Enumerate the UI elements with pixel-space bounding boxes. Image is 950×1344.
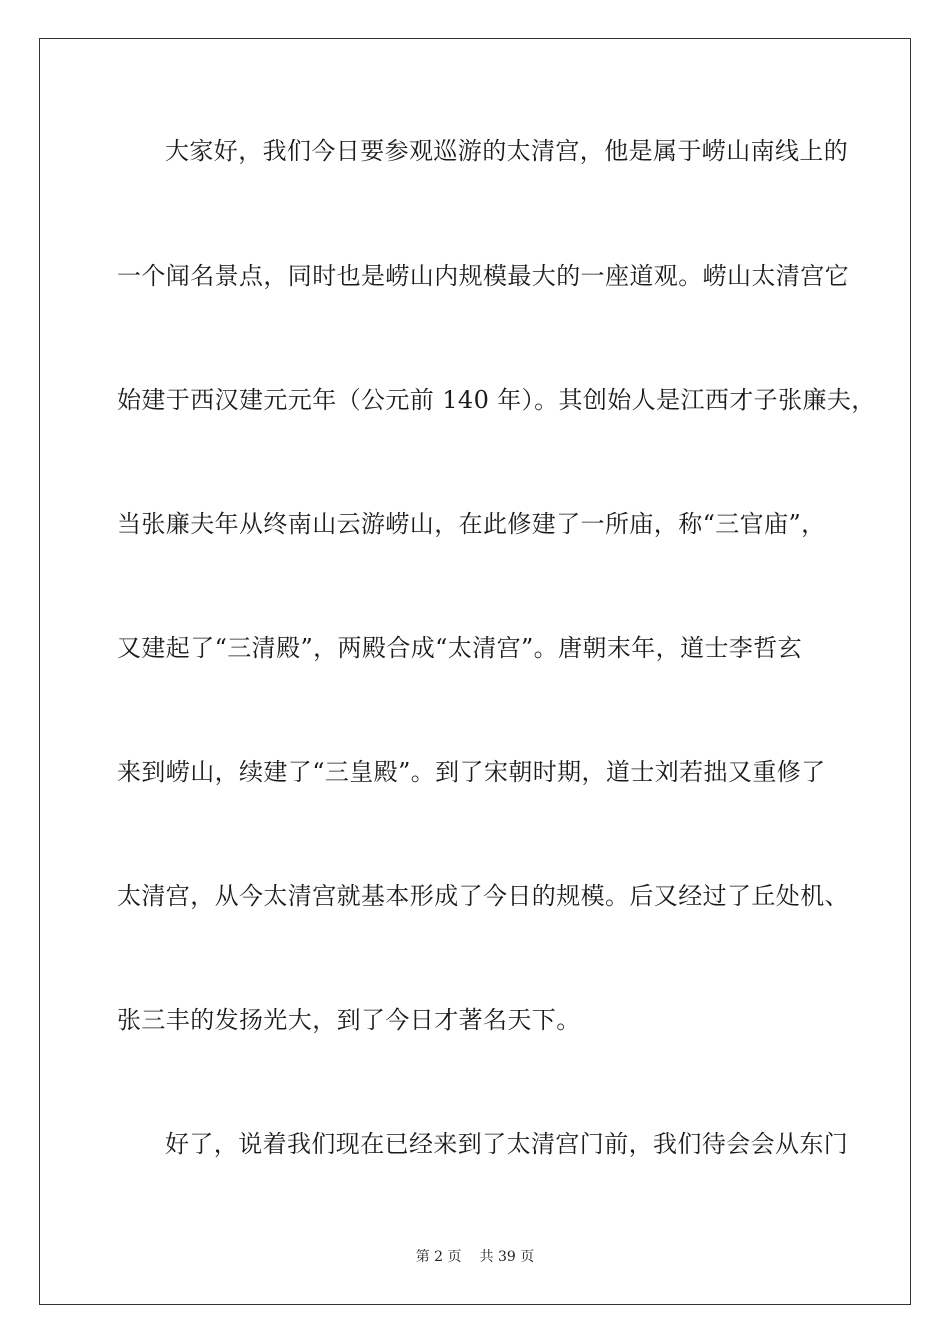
page-number: 第 2 页	[415, 1249, 462, 1265]
paragraph-line: 大家好，我们今日要参观巡游的太清宫，他是属于崂山南线上的	[165, 137, 849, 165]
paragraph-line: 来到崂山，续建了“三皇殿”。到了宋朝时期，道士刘若拙又重修了	[117, 758, 826, 786]
page-border	[39, 38, 911, 1305]
paragraph-line: 一个闻名景点，同时也是崂山内规模最大的一座道观。崂山太清宫它	[117, 262, 849, 290]
paragraph-line: 张三丰的发扬光大，到了今日才著名天下。	[117, 1006, 581, 1034]
paragraph-line: 始建于西汉建元元年（公元前 140 年）。其创始人是江西才子张廉夫，	[117, 386, 876, 414]
paragraph-line: 太清宫，从今太清宫就基本形成了今日的规模。后又经过了丘处机、	[117, 882, 849, 910]
page-footer	[0, 1248, 950, 1266]
paragraph-line: 好了，说着我们现在已经来到了太清宫门前，我们待会会从东门	[165, 1130, 849, 1158]
page-total: 共 39 页	[479, 1249, 535, 1265]
paragraph-line: 当张廉夫年从终南山云游崂山，在此修建了一所庙，称“三官庙”，	[117, 510, 826, 538]
paragraph-line: 又建起了“三清殿”，两殿合成“太清宫”。唐朝末年，道士李哲玄	[117, 634, 803, 662]
